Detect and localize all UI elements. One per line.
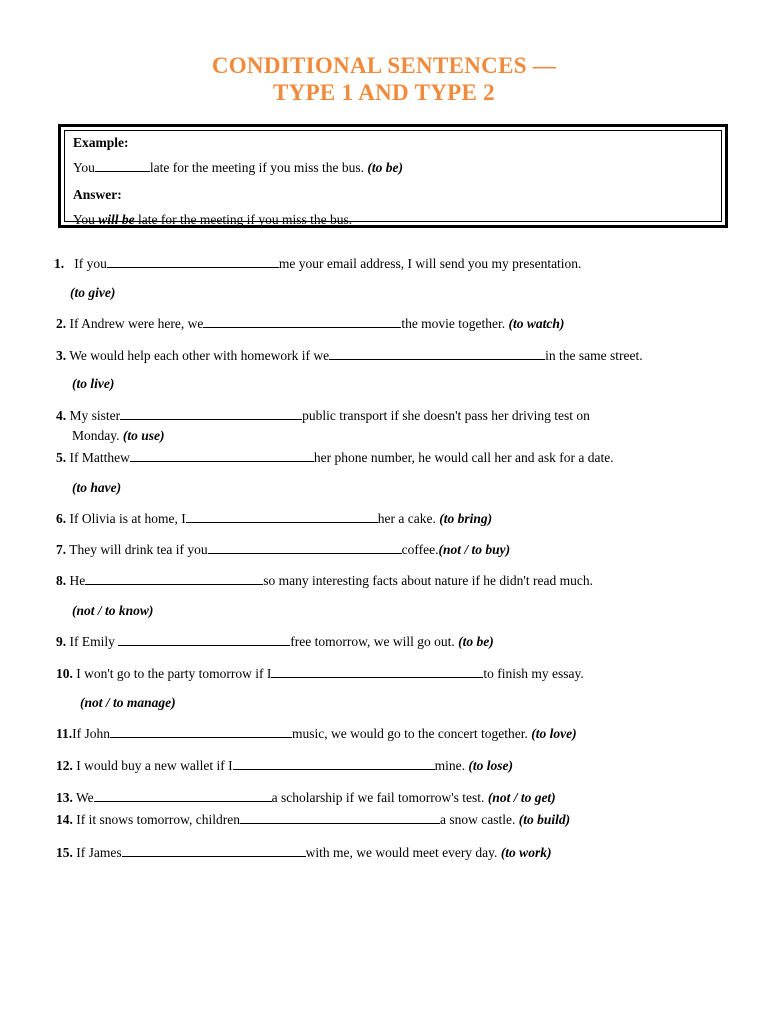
question-4 [56, 408, 590, 424]
question-9 [56, 634, 494, 650]
question-hint: (to bring) [439, 511, 493, 526]
question-1-hint: (to give) [70, 285, 116, 300]
question-post: coffee. [401, 542, 439, 557]
question-hint: (to love) [531, 726, 577, 741]
question-post: free tomorrow, we will go out. [290, 634, 455, 649]
question-3-hint: (to live) [72, 376, 115, 391]
question-post: the movie together. [401, 316, 506, 331]
answer-blank[interactable] [329, 348, 545, 360]
question-post: me your email address, I will send you my presentation. [278, 256, 582, 271]
question-hint: (not / to get) [487, 790, 556, 805]
question-10 [56, 666, 584, 682]
answer-blank[interactable] [203, 316, 401, 328]
question-post: to finish my essay. [483, 666, 584, 681]
answer-blank[interactable] [110, 726, 292, 738]
question-post: her phone number, he would call her and ask for a date. [313, 450, 614, 465]
example-hint: (to be) [367, 160, 403, 175]
question-number: 14. [56, 812, 73, 827]
question-11 [56, 726, 577, 742]
answer-blank[interactable] [120, 408, 302, 420]
example-post: late for the meeting if you miss the bus. [149, 160, 364, 175]
worksheet-title-line2: TYPE 1 AND TYPE 2 [273, 80, 495, 105]
question-hint: (to use) [122, 428, 165, 443]
question-pre: They will drink tea if you [69, 542, 208, 557]
example-sentence [73, 160, 403, 176]
answer-blank[interactable] [233, 758, 435, 770]
question-post: music, we would go to the concert together. [292, 726, 528, 741]
answer-blank[interactable] [186, 511, 378, 523]
question-hint: (to build) [518, 812, 571, 827]
question-8 [56, 573, 593, 589]
question-number: 13. [56, 790, 73, 805]
question-post: public transport if she doesn't pass her driving test on [302, 408, 590, 423]
question-pre: If Emily [69, 634, 115, 649]
answer-pre: You [73, 212, 95, 227]
question-post: a scholarship if we fail tomorrow's test. [271, 790, 485, 805]
question-pre: I won't go to the party tomorrow if I [76, 666, 272, 681]
question-post: her a cake. [377, 511, 436, 526]
question-8-hint: (not / to know) [72, 603, 154, 618]
question-hint: (to be) [458, 634, 494, 649]
question-number: 4. [56, 408, 67, 423]
question-pre: If James [76, 845, 122, 860]
answer-blank[interactable] [107, 256, 279, 268]
question-pre: If you [74, 256, 107, 271]
question-number: 8. [56, 573, 67, 588]
answer-blank[interactable] [271, 666, 483, 678]
question-4-continued [72, 428, 165, 444]
question-5 [56, 450, 614, 466]
question-number: 12. [56, 758, 73, 773]
question-number: 9. [56, 634, 67, 649]
answer-blank[interactable] [85, 573, 263, 585]
question-13 [56, 790, 556, 806]
question-cont: Monday. [72, 428, 120, 443]
question-hint: (to lose) [468, 758, 513, 773]
question-pre: I would buy a new wallet if I [76, 758, 233, 773]
question-post: in the same street. [545, 348, 643, 363]
example-blank [95, 160, 150, 172]
question-5-hint: (to have) [72, 480, 122, 495]
answer-blank[interactable] [122, 845, 306, 857]
answer-bold: will be [98, 212, 135, 227]
question-pre: If Matthew [69, 450, 130, 465]
example-label: Example: [73, 135, 129, 150]
answer-blank[interactable] [208, 542, 402, 554]
question-1 [54, 256, 581, 272]
question-7 [56, 542, 510, 558]
question-hint: (not / to buy) [438, 542, 511, 557]
question-number: 3. [56, 348, 67, 363]
question-number: 7. [56, 542, 67, 557]
question-6 [56, 511, 492, 527]
answer-blank[interactable] [118, 634, 290, 646]
question-number: 11. [56, 726, 73, 741]
question-pre: If Andrew were here, we [69, 316, 204, 331]
answer-blank[interactable] [94, 790, 272, 802]
question-post: with me, we would meet every day. [305, 845, 498, 860]
example-box-inner [64, 130, 722, 227]
question-14 [56, 812, 570, 828]
example-box [58, 124, 728, 228]
question-pre: If it snows tomorrow, children [76, 812, 240, 827]
question-12 [56, 758, 513, 774]
question-15 [56, 845, 551, 861]
question-number: 1. [54, 256, 65, 271]
question-2 [56, 316, 564, 332]
question-pre: He [69, 573, 86, 588]
worksheet-title-line1: CONDITIONAL SENTENCES — [211, 53, 557, 78]
question-pre: If John [72, 726, 111, 741]
question-number: 5. [56, 450, 67, 465]
answer-sentence [73, 212, 352, 228]
answer-blank[interactable] [240, 812, 440, 824]
question-hint: (to work) [500, 845, 552, 860]
question-pre: If Olivia is at home, I [69, 511, 186, 526]
question-10-hint: (not / to manage) [80, 695, 176, 710]
example-pre: You [73, 160, 95, 175]
answer-blank[interactable] [130, 450, 314, 462]
question-pre: We [76, 790, 94, 805]
question-number: 10. [56, 666, 73, 681]
question-number: 6. [56, 511, 67, 526]
question-number: 2. [56, 316, 67, 331]
question-pre: We would help each other with homework if we [69, 348, 330, 363]
answer-post: late for the meeting if you miss the bus. [138, 212, 353, 227]
question-hint: (to watch) [508, 316, 565, 331]
question-3 [56, 348, 643, 364]
question-number: 15. [56, 845, 73, 860]
question-post: mine. [434, 758, 465, 773]
answer-label: Answer: [73, 187, 122, 202]
question-post: so many interesting facts about nature if he didn't read much. [263, 573, 593, 588]
question-post: a snow castle. [439, 812, 516, 827]
question-pre: My sister [69, 408, 121, 423]
